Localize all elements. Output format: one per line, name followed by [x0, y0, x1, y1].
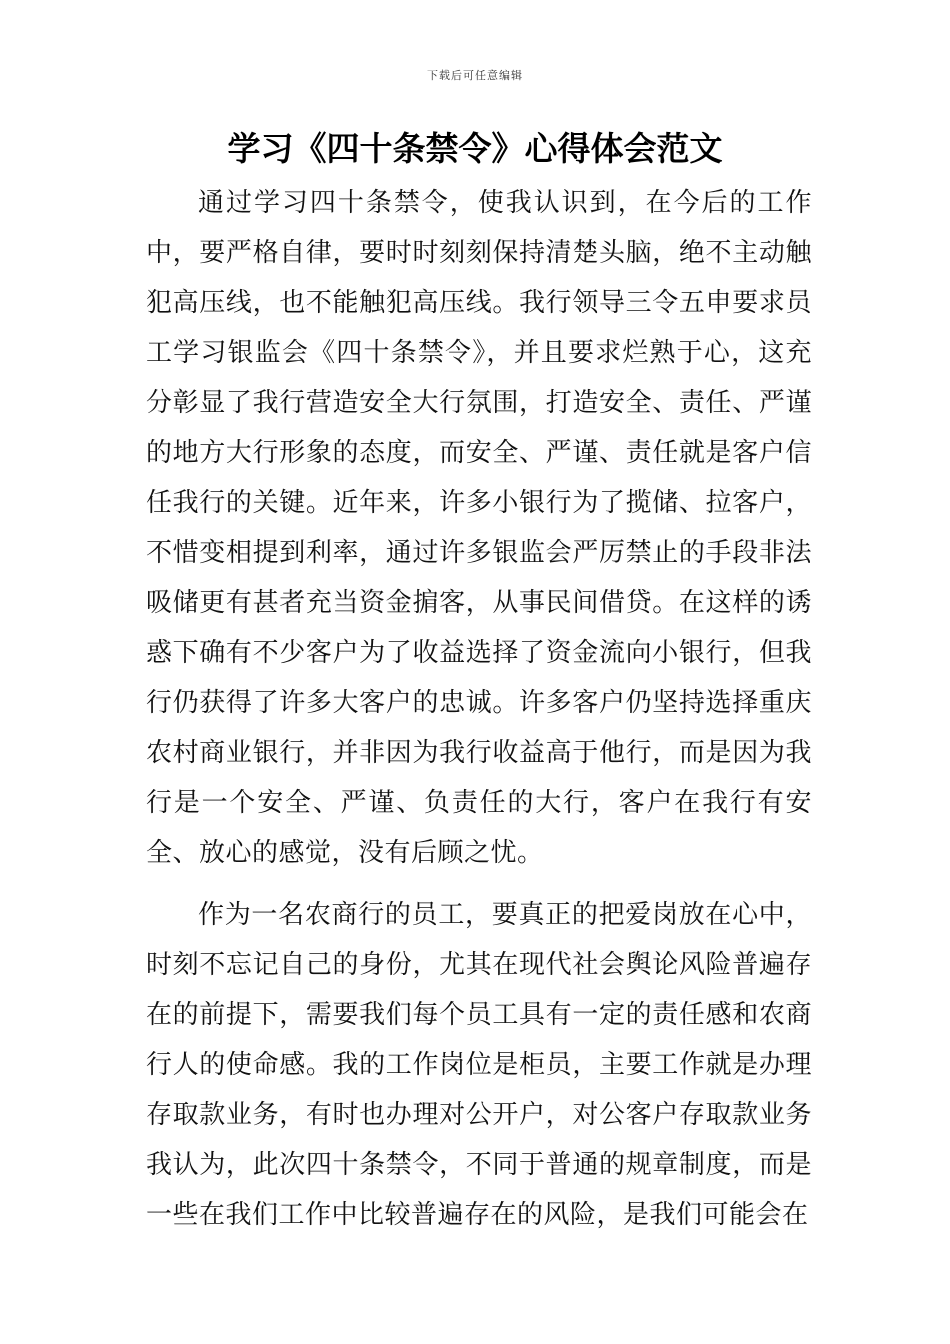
paragraph-1: 通过学习四十条禁令，使我认识到，在今后的工作中，要严格自律，要时时刻刻保持清楚头脑，绝不主动触犯高压线，也不能触犯高压线。我行领导三令五申要求员工学习银监会《四十条禁令》，并且要求烂熟于心，这充分彰显了我行营造安全大行氛围，打造安全、责任、严谨的地方大行形象的态度，而安全、严谨、责任就是客户信任我行的关键。近年来，许多小银行为了揽储、拉客户，不惜变相提到利率，通过许多银监会严厉禁止的手段非法吸储更有甚者充当资金掮客，从事民间借贷。在这样的诱惑下确有不少客户为了收益选择了资金流向小银行，但我行仍获得了许多大客户的忠诚。许多客户仍坚持选择重庆农村商业银行，并非因为我行收益高于他行，而是因为我行是一个安全、严谨、负责任的大行，客户在我行有安全、放心的感觉，没有后顾之忧。: [146, 188, 812, 868]
header-note: 下载后可任意编辑: [427, 69, 523, 82]
document-body: [146, 178, 812, 1240]
paragraph-2: 作为一名农商行的员工，要真正的把爱岗放在心中，时刻不忘记自己的身份，尤其在现代社会舆论风险普遍存在的前提下，需要我们每个员工具有一定的责任感和农商行人的使命感。我的工作岗位是柜员，主要工作就是办理存取款业务，有时也办理对公开户，对公客户存取款业务我认为，此次四十条禁令，不同于普通的规章制度，而是一些在我们工作中比较普遍存在的风险，是我们可能会在: [146, 900, 812, 1230]
document-title: 学习《四十条禁令》心得体会范文: [227, 129, 723, 168]
